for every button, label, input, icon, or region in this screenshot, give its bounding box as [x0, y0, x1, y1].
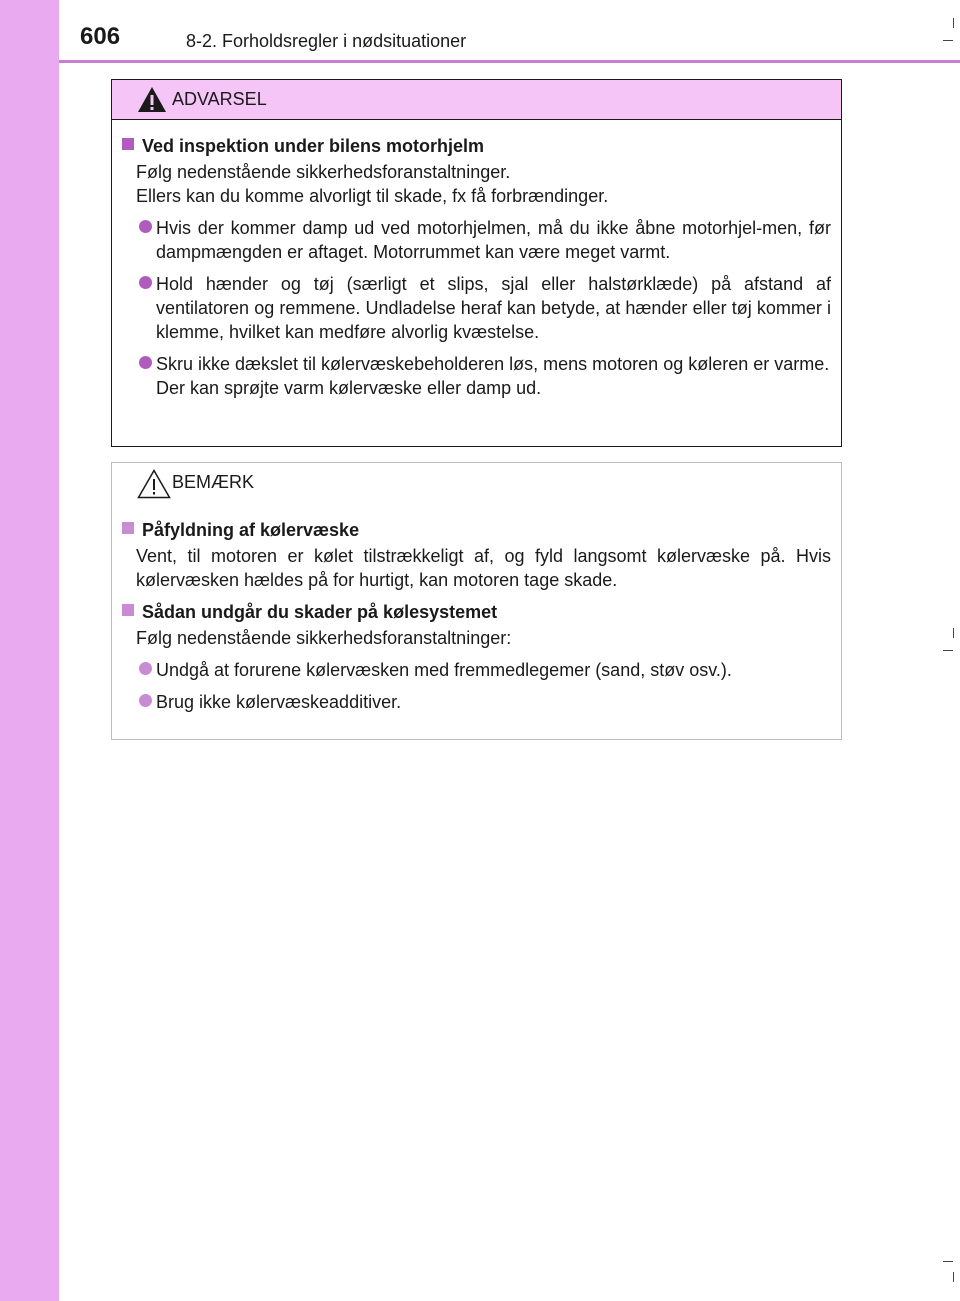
- square-bullet-icon: [122, 138, 134, 150]
- crop-mark: [943, 650, 953, 651]
- circle-bullet-icon: [139, 662, 152, 675]
- notice-heading: [122, 518, 831, 542]
- warning-heading: [122, 134, 831, 158]
- notice-paragraph: Vent, til motoren er kølet tilstrækkeligt af, og fyld langsomt kølervæske på. Hvis kølervæsken hældes på for hurtigt, kan motoren tage skade.: [136, 546, 831, 590]
- warning-bullet-text: Skru ikke dækslet til kølervæskebeholderen løs, mens motoren og køleren er varme.: [156, 354, 830, 374]
- notice-bullet: [122, 690, 831, 714]
- warning-heading-text: Ved inspektion under bilens motorhjelm: [142, 136, 485, 156]
- warning-bullet-text: Der kan sprøjte varm kølervæske eller damp ud.: [156, 378, 542, 398]
- warning-bullet-text: Hold hænder og tøj (særligt et slips, sjal eller halstørklæde) på afstand af ventilatoren og remmene. Undladelse heraf kan betyde, at hænder eller tøj kommer i klemme, hvilket kan medføre alvorlig kvæstelse.: [156, 274, 831, 342]
- crop-mark: [953, 628, 954, 638]
- notice-box-title: BEMÆRK: [172, 472, 255, 492]
- crop-mark: [953, 1272, 954, 1282]
- warning-bullet-text: Hvis der kommer damp ud ved motorhjelmen, må du ikke åbne motorhjel-men, før dampmængden er aftaget. Motorrummet kan være meget varmt.: [156, 218, 831, 262]
- warning-bullet: [122, 216, 831, 264]
- circle-bullet-icon: [139, 220, 152, 233]
- section-title: 8-2. Forholdsregler i nødsituationer: [186, 31, 467, 51]
- crop-mark: [943, 1261, 953, 1262]
- crop-mark: [953, 18, 954, 28]
- notice-paragraph: Følg nedenstående sikkerhedsforanstaltninger:: [136, 628, 512, 648]
- warning-box-title: ADVARSEL: [172, 89, 267, 109]
- warning-intro-line: Følg nedenstående sikkerhedsforanstaltninger.: [136, 162, 511, 182]
- notice-heading-text: Sådan undgår du skader på kølesystemet: [142, 602, 498, 622]
- page-number: 606: [80, 23, 121, 50]
- notice-box: [111, 462, 842, 740]
- notice-box-body: [112, 499, 841, 714]
- warning-box-body: [112, 120, 841, 400]
- circle-bullet-icon: [139, 694, 152, 707]
- circle-bullet-icon: [139, 276, 152, 289]
- notice-box-header: [112, 463, 841, 499]
- warning-triangle-icon: [137, 86, 167, 113]
- crop-mark: [943, 40, 953, 41]
- notice-triangle-outline-icon: [137, 469, 171, 499]
- notice-bullet-text: Brug ikke kølervæskeadditiver.: [156, 692, 402, 712]
- notice-bullet: [122, 658, 831, 682]
- warning-bullet: [122, 272, 831, 344]
- square-bullet-icon: [122, 522, 134, 534]
- square-bullet-icon: [122, 604, 134, 616]
- header-rule: [59, 60, 960, 63]
- warning-intro-line: Ellers kan du komme alvorligt til skade, fx få forbrændinger.: [136, 186, 609, 206]
- warning-box: [111, 79, 842, 447]
- circle-bullet-icon: [139, 356, 152, 369]
- notice-heading: [122, 600, 831, 624]
- side-color-strip: [0, 0, 59, 1301]
- warning-box-header: [112, 80, 841, 120]
- warning-intro: [122, 160, 831, 208]
- warning-bullet: [122, 352, 831, 400]
- notice-bullet-text: Undgå at forurene kølervæsken med fremmedlegemer (sand, støv osv.).: [156, 660, 732, 680]
- notice-heading-text: Påfyldning af kølervæske: [142, 520, 360, 540]
